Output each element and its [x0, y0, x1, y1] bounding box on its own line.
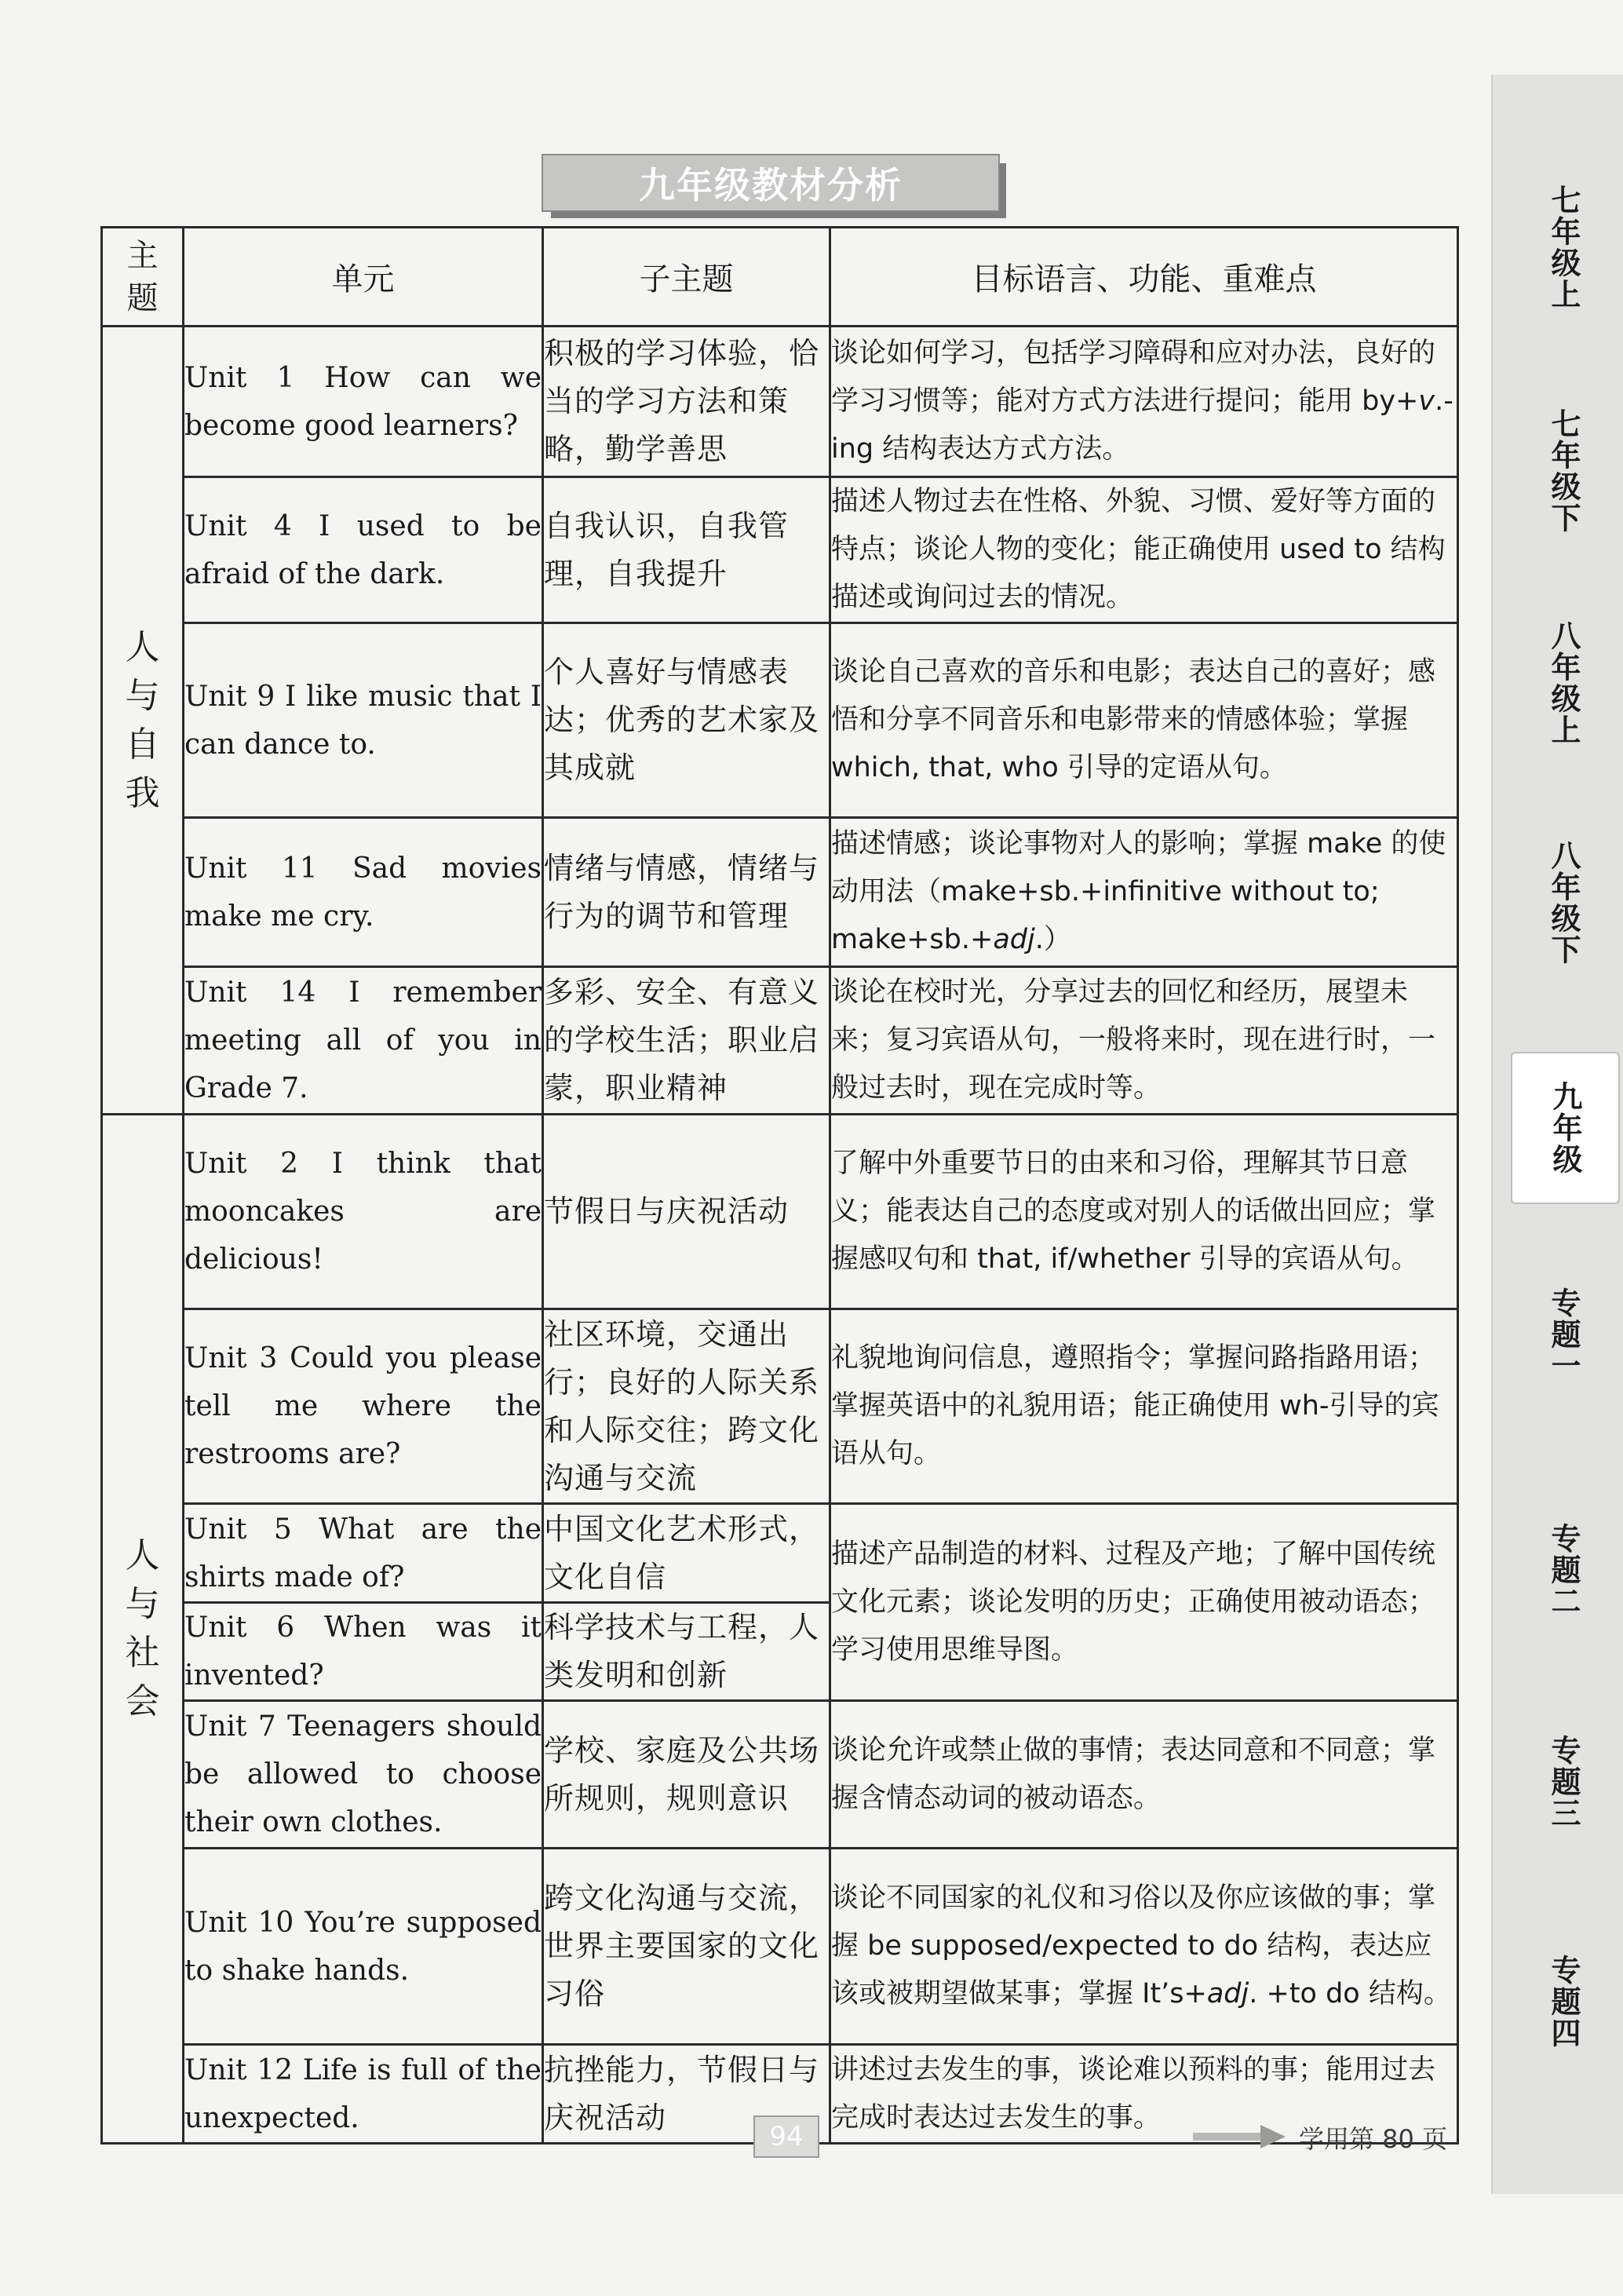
unit-cell: Unit 12 Life is full of the unexpected.: [184, 2045, 543, 2144]
footer-note: 学用第 80 页: [1299, 2124, 1448, 2154]
unit-cell: Unit 3 Could you please tell me where the restrooms are?: [184, 1309, 543, 1504]
curriculum-table: [100, 226, 1459, 2145]
unit-cell: Unit 11 Sad movies make me cry.: [184, 818, 543, 967]
header-unit: 单元: [184, 228, 543, 327]
tab-topic-3[interactable]: 专题三: [1546, 1735, 1581, 1829]
goals-cell: 谈论不同国家的礼仪和习俗以及你应该做的事；掌握 be supposed/expected to do 结构，表达应该或被期望做某事；掌握 It’s+adj. +to do 结构。: [830, 1849, 1458, 2045]
unit-cell: Unit 10 You’re supposed to shake hands.: [184, 1849, 543, 2045]
unit-cell: Unit 2 I think that mooncakes are delicious!: [184, 1115, 543, 1309]
table-row: [102, 1309, 1458, 1504]
goals-cell: 讲述过去发生的事，谈论难以预料的事；能用过去完成时表达过去发生的事。: [830, 2045, 1458, 2144]
unit-cell: Unit 7 Teenagers should be allowed to choose their own clothes.: [184, 1701, 543, 1849]
goals-cell: 谈论允许或禁止做的事情；表达同意和不同意；掌握含情态动词的被动语态。: [830, 1701, 1458, 1849]
table-row: [102, 1504, 1458, 1603]
unit-cell: Unit 5 What are the shirts made of?: [184, 1504, 543, 1603]
goals-cell: 了解中外重要节日的由来和习俗，理解其节日意义；能表达自己的态度或对别人的话做出回应；掌握感叹句和 that, if/whether 引导的宾语从句。: [830, 1115, 1458, 1309]
goals-cell: 描述情感；谈论事物对人的影响；掌握 make 的使动用法（make+sb.+infinitive without to; make+sb.+adj.）: [830, 818, 1458, 967]
table-row: [102, 1849, 1458, 2045]
title-banner: [542, 154, 1012, 218]
subtopic-cell: 抗挫能力，节假日与庆祝活动: [543, 2045, 830, 2144]
unit-cell: Unit 14 I remember meeting all of you in Grade 7.: [184, 967, 543, 1115]
tab-grade8-first[interactable]: 八年级上: [1546, 620, 1581, 746]
tab-topic-2[interactable]: 专题二: [1546, 1523, 1581, 1617]
subtopic-cell: 自我认识，自我管理，自我提升: [543, 477, 830, 623]
tab-grade7-second[interactable]: 七年级下: [1546, 408, 1581, 534]
subtopic-cell: 节假日与庆祝活动: [543, 1115, 830, 1309]
unit-cell: Unit 1 How can we become good learners?: [184, 327, 543, 477]
tab-grade8-second[interactable]: 八年级下: [1546, 840, 1581, 965]
header-subtopic: 子主题: [543, 228, 830, 327]
goals-cell: 描述产品制造的材料、过程及产地；了解中国传统文化元素；谈论发明的历史；正确使用被动语态；学习使用思维导图。: [830, 1504, 1458, 1701]
unit-cell: Unit 6 When was it invented?: [184, 1603, 543, 1701]
tab-grade7-first[interactable]: 七年级上: [1546, 184, 1581, 310]
subtopic-cell: 社区环境，交通出行；良好的人际关系和人际交往；跨文化沟通与交流: [543, 1309, 830, 1504]
table-row: [102, 327, 1458, 477]
topic-cell: 人与社会: [102, 1115, 184, 2144]
header-topic: 主题: [102, 228, 184, 327]
subtopic-cell: 跨文化沟通与交流，世界主要国家的文化习俗: [543, 1849, 830, 2045]
tab-topic-1[interactable]: 专题一: [1546, 1287, 1581, 1382]
goals-cell: 谈论如何学习，包括学习障碍和应对办法，良好的学习习惯等；能对方式方法进行提问；能用 by+v.-ing 结构表达方式方法。: [830, 327, 1458, 477]
subtopic-cell: 多彩、安全、有意义的学校生活；职业启蒙，职业精神: [543, 967, 830, 1115]
goals-cell: 谈论在校时光，分享过去的回忆和经历，展望未来；复习宾语从句，一般将来时，现在进行时，一般过去时，现在完成时等。: [830, 967, 1458, 1115]
tab-grade9[interactable]: 九年级: [1511, 1052, 1620, 1204]
page-number: 94: [753, 2115, 819, 2158]
table-row: [102, 1115, 1458, 1309]
header-goals: 目标语言、功能、重难点: [830, 228, 1458, 327]
table-header-row: [102, 228, 1458, 327]
arrow-right-icon: [1193, 2123, 1287, 2150]
table-row: [102, 818, 1458, 967]
tab-topic-4[interactable]: 专题四: [1546, 1955, 1581, 2049]
subtopic-cell: 情绪与情感，情绪与行为的调节和管理: [543, 818, 830, 967]
unit-cell: Unit 4 I used to be afraid of the dark.: [184, 477, 543, 623]
table-row: [102, 1701, 1458, 1849]
table-row: [102, 623, 1458, 818]
unit-cell: Unit 9 I like music that I can dance to.: [184, 623, 543, 818]
page-title: 九年级教材分析: [542, 154, 1000, 212]
subtopic-cell: 科学技术与工程，人类发明和创新: [543, 1603, 830, 1701]
subtopic-cell: 个人喜好与情感表达；优秀的艺术家及其成就: [543, 623, 830, 818]
subtopic-cell: 中国文化艺术形式，文化自信: [543, 1504, 830, 1603]
subtopic-cell: 积极的学习体验，恰当的学习方法和策略，勤学善思: [543, 327, 830, 477]
goals-cell: 礼貌地询问信息，遵照指令；掌握问路指路用语；掌握英语中的礼貌用语；能正确使用 wh-引导的宾语从句。: [830, 1309, 1458, 1504]
goals-cell: 描述人物过去在性格、外貌、习惯、爱好等方面的特点；谈论人物的变化；能正确使用 used to 结构描述或询问过去的情况。: [830, 477, 1458, 623]
table-row: [102, 477, 1458, 623]
goals-cell: 谈论自己喜欢的音乐和电影；表达自己的喜好；感悟和分享不同音乐和电影带来的情感体验；掌握 which, that, who 引导的定语从句。: [830, 623, 1458, 818]
table-row: [102, 967, 1458, 1115]
subtopic-cell: 学校、家庭及公共场所规则，规则意识: [543, 1701, 830, 1849]
topic-cell: 人与自我: [102, 327, 184, 1115]
